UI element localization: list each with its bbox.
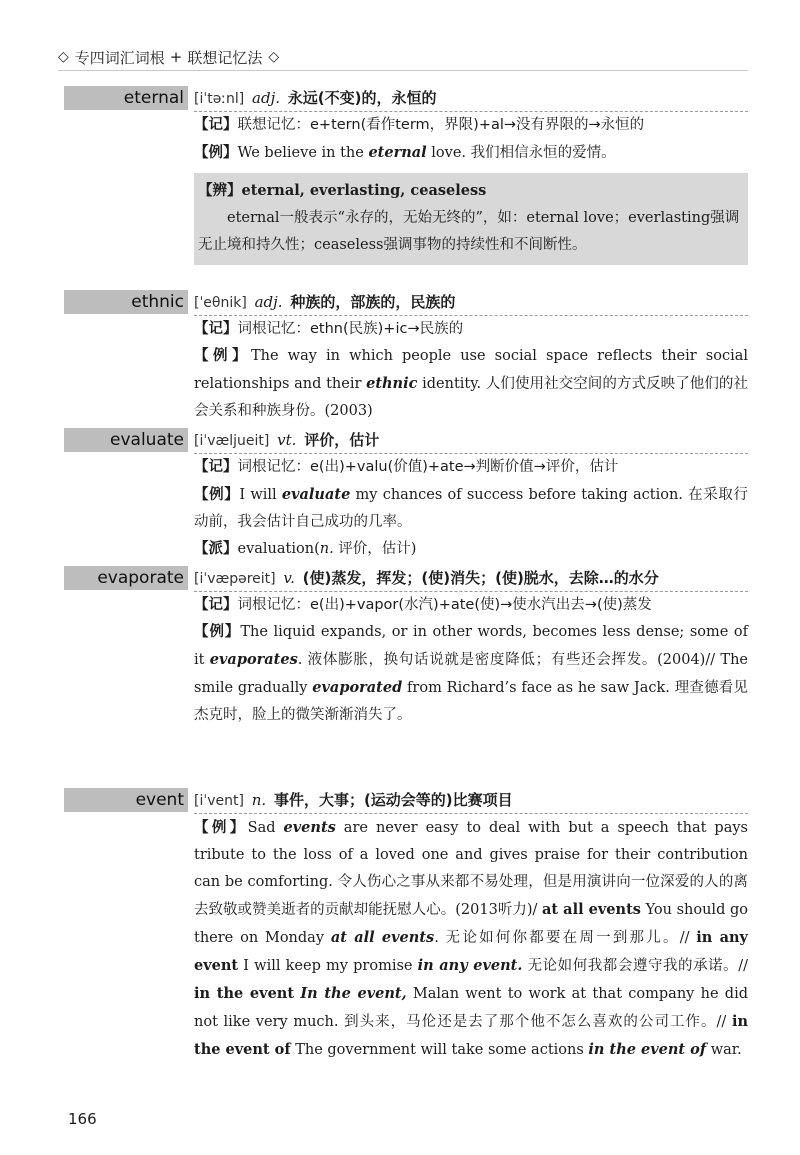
entry-evaluate: [64, 428, 748, 563]
derivative-label: 【派】: [194, 541, 238, 557]
headword: ethnic: [64, 290, 188, 314]
memory-note: [194, 454, 748, 481]
example: [194, 481, 748, 536]
phonetic: [iˈtəːnl]: [194, 91, 245, 107]
memory-text: 词根记忆：ethn(民族)+ic→民族的: [237, 321, 464, 337]
example-label: 【例】: [194, 820, 248, 836]
example-text: are never easy to deal with but a speech that pays tribute to the loss of a loved one and gives praise for their contribution can be comforting. 令人伤心之事从来都不易处理，但是用演讲向一位深爱的人的离去致敬或赞美逝者的贡献却能抚慰人心。(2013听力)/: [194, 820, 748, 918]
chinese-definition: 种族的，部族的，民族的: [290, 293, 456, 311]
entry-body: [194, 592, 748, 729]
headword-definition: [194, 290, 748, 316]
phonetic: [ˈeθnik]: [194, 295, 247, 311]
example-keyword: evaluate: [281, 486, 351, 503]
example-text: I will: [239, 487, 282, 503]
example-label: 【例】: [194, 487, 240, 503]
phonetic: [iˈvent]: [194, 793, 244, 809]
memory-note: [194, 316, 748, 343]
chinese-definition: (使)蒸发，挥发；(使)消失；(使)脱水，去除…的水分: [302, 569, 659, 587]
example-text: I will keep my promise: [238, 958, 418, 974]
derivative-text: evaluation(: [237, 541, 320, 557]
discrimination-words: eternal, everlasting, ceaseless: [241, 182, 487, 199]
page-number: 166: [68, 1110, 97, 1128]
example-keyword: events: [283, 819, 336, 836]
memory-label: 【记】: [194, 117, 238, 133]
headword-definition: [194, 788, 748, 814]
example-keyword: In the event,: [300, 985, 407, 1002]
entry-body: [194, 814, 748, 1064]
chinese-definition: 永远(不变)的，永恒的: [287, 89, 437, 107]
example-text: war.: [706, 1042, 742, 1058]
example: [194, 343, 748, 425]
example-keyword: evaporates: [209, 651, 298, 668]
discrimination-text: eternal一般表示“永存的，无始无终的”，如：eternal love；everlasting强调无止境和持久性；ceaseless强调事物的持续性和不间断性。: [198, 210, 740, 253]
headword-definition: [194, 566, 748, 592]
headword-definition: [194, 428, 748, 454]
part-of-speech: adj.: [252, 89, 280, 107]
phrase: in any event: [194, 929, 748, 974]
example-keyword: ethnic: [366, 375, 418, 392]
headword-definition: [194, 86, 748, 112]
header-title-right: 联想记忆法: [187, 48, 263, 67]
example-label: 【例】: [194, 348, 251, 364]
phonetic: [iˈvæljueit]: [194, 433, 270, 449]
entry-evaporate: [64, 566, 748, 729]
diamond-icon: ◇: [58, 49, 69, 65]
example: [194, 139, 748, 167]
headword: evaluate: [64, 428, 188, 452]
memory-note: [194, 112, 748, 139]
example-text: . 无论如何你都要在周一到那儿。//: [434, 930, 697, 946]
entry-ethnic: [64, 290, 748, 425]
diamond-icon: ◇: [268, 49, 280, 65]
memory-label: 【记】: [194, 459, 238, 475]
example-text: The liquid expands, or in other words, becomes less dense; some of it: [194, 624, 749, 668]
example-text: my chances of success before taking action. 在采取行动前，我会估计自己成功的几率。: [194, 487, 748, 530]
header-plus: +: [169, 48, 183, 66]
example-keyword: in any event.: [417, 957, 523, 974]
memory-label: 【记】: [194, 597, 238, 613]
example-text: Malan went to work at that company he did not like very much. 到头来，马伦还是去了那个他不怎么喜欢的公司工作。//: [194, 986, 748, 1030]
part-of-speech: v.: [283, 569, 295, 587]
example-text: from Richard’s face as he saw Jack. 理查德看见杰克时，脸上的微笑渐渐消失了。: [194, 680, 749, 723]
derivative-text: 评价，估计): [333, 541, 417, 557]
derivative-pos: n.: [319, 541, 334, 557]
part-of-speech: adj.: [254, 293, 283, 311]
example: [194, 814, 748, 1064]
example-text: You should go there on Monday: [194, 902, 748, 946]
headword: event: [64, 788, 188, 812]
example-text: . 液体膨胀，换句话说就是密度降低；有些还会挥发。(2004)// The smile gradually: [194, 652, 749, 696]
headword: evaporate: [64, 566, 188, 590]
discrimination-label: 【辨】: [198, 183, 242, 199]
example-text: Sad: [247, 820, 284, 836]
phrase: in the event: [194, 985, 295, 1002]
example-label: 【例】: [194, 624, 241, 640]
example-keyword: at all events: [330, 929, 435, 946]
headword: eternal: [64, 86, 188, 110]
memory-text: 词根记忆：e(出)+vapor(水汽)+ate(使)→使水汽出去→(使)蒸发: [237, 597, 652, 613]
example-keyword: in the event of: [588, 1041, 707, 1058]
example-text: We believe in the: [237, 145, 369, 161]
running-header: [58, 44, 748, 71]
phonetic: [iˈvæpəreit]: [194, 571, 276, 587]
part-of-speech: n.: [251, 791, 267, 809]
example-label: 【例】: [194, 145, 238, 161]
entry-eternal: [64, 86, 748, 265]
discrimination-box: [194, 173, 748, 265]
example-text: love. 我们相信永恒的爱情。: [426, 145, 616, 161]
example-text: The government will take some actions: [290, 1042, 589, 1058]
part-of-speech: vt.: [277, 431, 297, 449]
example-text: 无论如何我都会遵守我的承诺。//: [522, 958, 748, 974]
memory-text: 联想记忆：e+tern(看作term，界限)+al→没有界限的→永恒的: [237, 117, 645, 133]
entry-body: [194, 112, 748, 167]
phrase: at all events: [542, 901, 641, 918]
chinese-definition: 事件，大事；(运动会等的)比赛项目: [273, 791, 513, 809]
example-keyword: evaporated: [312, 679, 403, 696]
chinese-definition: 评价，估计: [304, 431, 380, 449]
memory-label: 【记】: [194, 321, 238, 337]
discrimination-heading: [198, 177, 744, 205]
memory-text: 词根记忆：e(出)+valu(价值)+ate→判断价值→评价，估计: [237, 459, 619, 475]
example-text: identity. 人们使用社交空间的方式反映了他们的社会关系和种族身份。(2003): [194, 376, 748, 419]
phrase: in the event of: [194, 1013, 748, 1058]
entry-event: [64, 788, 748, 1064]
header-title-left: 专四词汇词根: [74, 48, 165, 67]
example: [194, 619, 748, 729]
memory-note: [194, 592, 748, 619]
example-keyword: eternal: [368, 144, 427, 161]
derivative: [194, 536, 748, 563]
example-text: The way in which people use social space reflects their social relationships and their: [194, 348, 749, 392]
entry-body: [194, 454, 748, 563]
entry-body: [194, 316, 748, 425]
